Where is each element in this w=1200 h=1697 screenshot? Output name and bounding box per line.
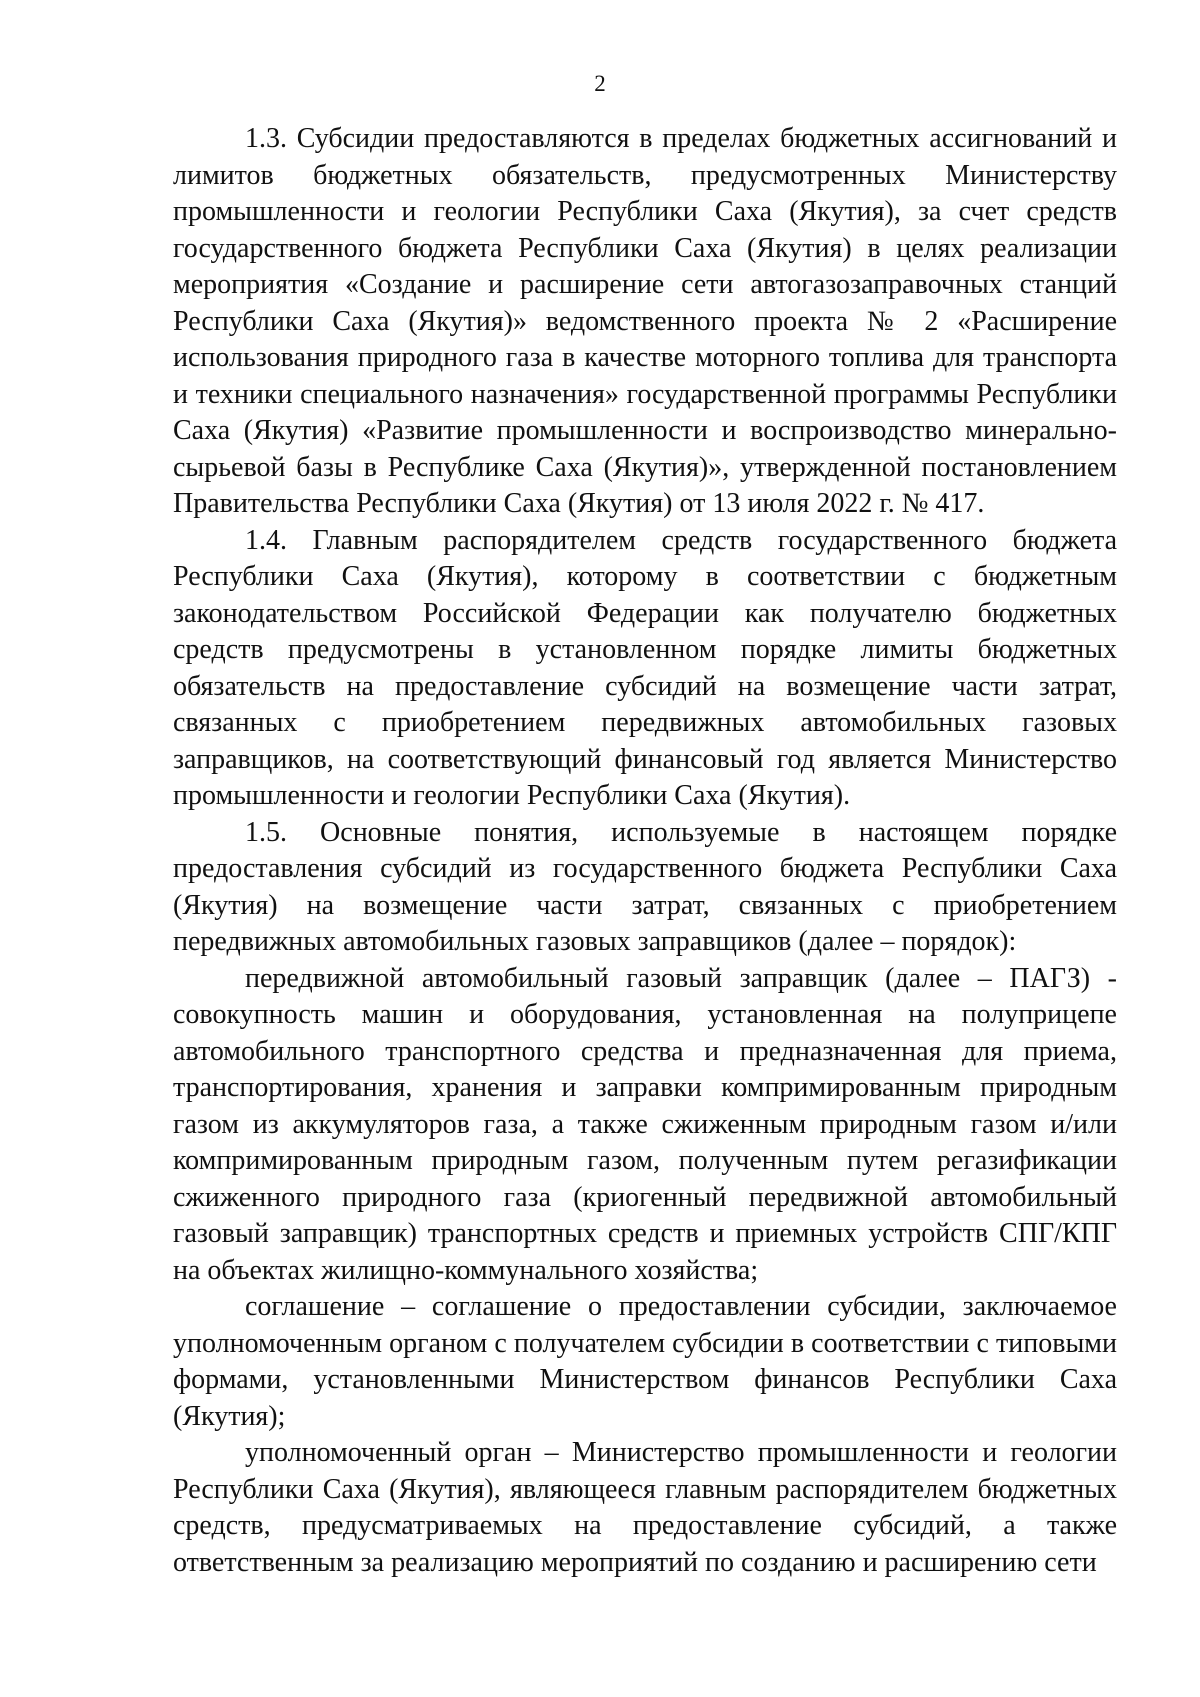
definition-agreement: соглашение – соглашение о предоставлении субсидии, заключаемое уполномоченным органом с получателем субсидии в соответствии с типовыми формами, установленными Министерством финансов Республики Саха (Якутия); <box>173 1291 1117 1432</box>
paragraph-1-5: 1.5. Основные понятия, используемые в настоящем порядке предоставления субсидий из государственного бюджета Республики Саха (Якутия) на возмещение части затрат, связанных с приобретением передвижных автомобильных газовых заправщиков (далее – порядок): <box>173 816 1117 957</box>
paragraph-1-4: 1.4. Главным распорядителем средств государственного бюджета Республики Саха (Якутия), которому в соответствии с бюджетным законодательством Российской Федерации как получателю бюджетных средств предусмотрены в установленном порядке лимиты бюджетных обязательств на предоставление субсидий на возмещение части затрат, связанных с приобретением передвижных автомобильных газовых заправщиков, на соответствующий финансовый год является Министерство промышленности и геологии Республики Саха (Якутия). <box>173 524 1117 811</box>
definition-pagz: передвижной автомобильный газовый заправщик (далее – ПАГЗ) - совокупность машин и оборудования, установленная на полуприцепе автомобильного транспортного средства и предназначенная для приема, транспортирования, хранения и заправки компримированным природным газом из аккумуляторов газа, а также сжиженным природным газом и/или компримированным природным газом, полученным путем регазификации сжиженного природного газа (криогенный передвижной автомобильный газовый заправщик) транспортных средств и приемных устройств СПГ/КПГ на объектах жилищно-коммунального хозяйства; <box>173 962 1117 1286</box>
paragraph-1-3: 1.3. Субсидии предоставляются в пределах бюджетных ассигнований и лимитов бюджетных обязательств, предусмотренных Министерству промышленности и геологии Республики Саха (Якутия), за счет средств государственного бюджета Республики Саха (Якутия) в целях реализации мероприятия «Создание и расширение сети автогазозаправочных станций Республики Саха (Якутия)» ведомственного проекта № 2 «Расширение использования природного газа в качестве моторного топлива для транспорта и техники специального назначения» государственной программы Республики Саха (Якутия) «Развитие промышленности и воспроизводство минерально-сырьевой базы в Республике Саха (Якутия)», утвержденной постановлением Правительства Республики Саха (Якутия) от 13 июля 2022 г. № 417. <box>173 123 1117 519</box>
definition-authorized-body: уполномоченный орган – Министерство промышленности и геологии Республики Саха (Якутия), являющееся главным распорядителем бюджетных средств, предусматриваемых на предоставление субсидий, а также ответственным за реализацию мероприятий по созданию и расширению сети <box>173 1437 1117 1578</box>
page-number: 2 <box>594 71 606 96</box>
document-body <box>173 121 1117 1581</box>
